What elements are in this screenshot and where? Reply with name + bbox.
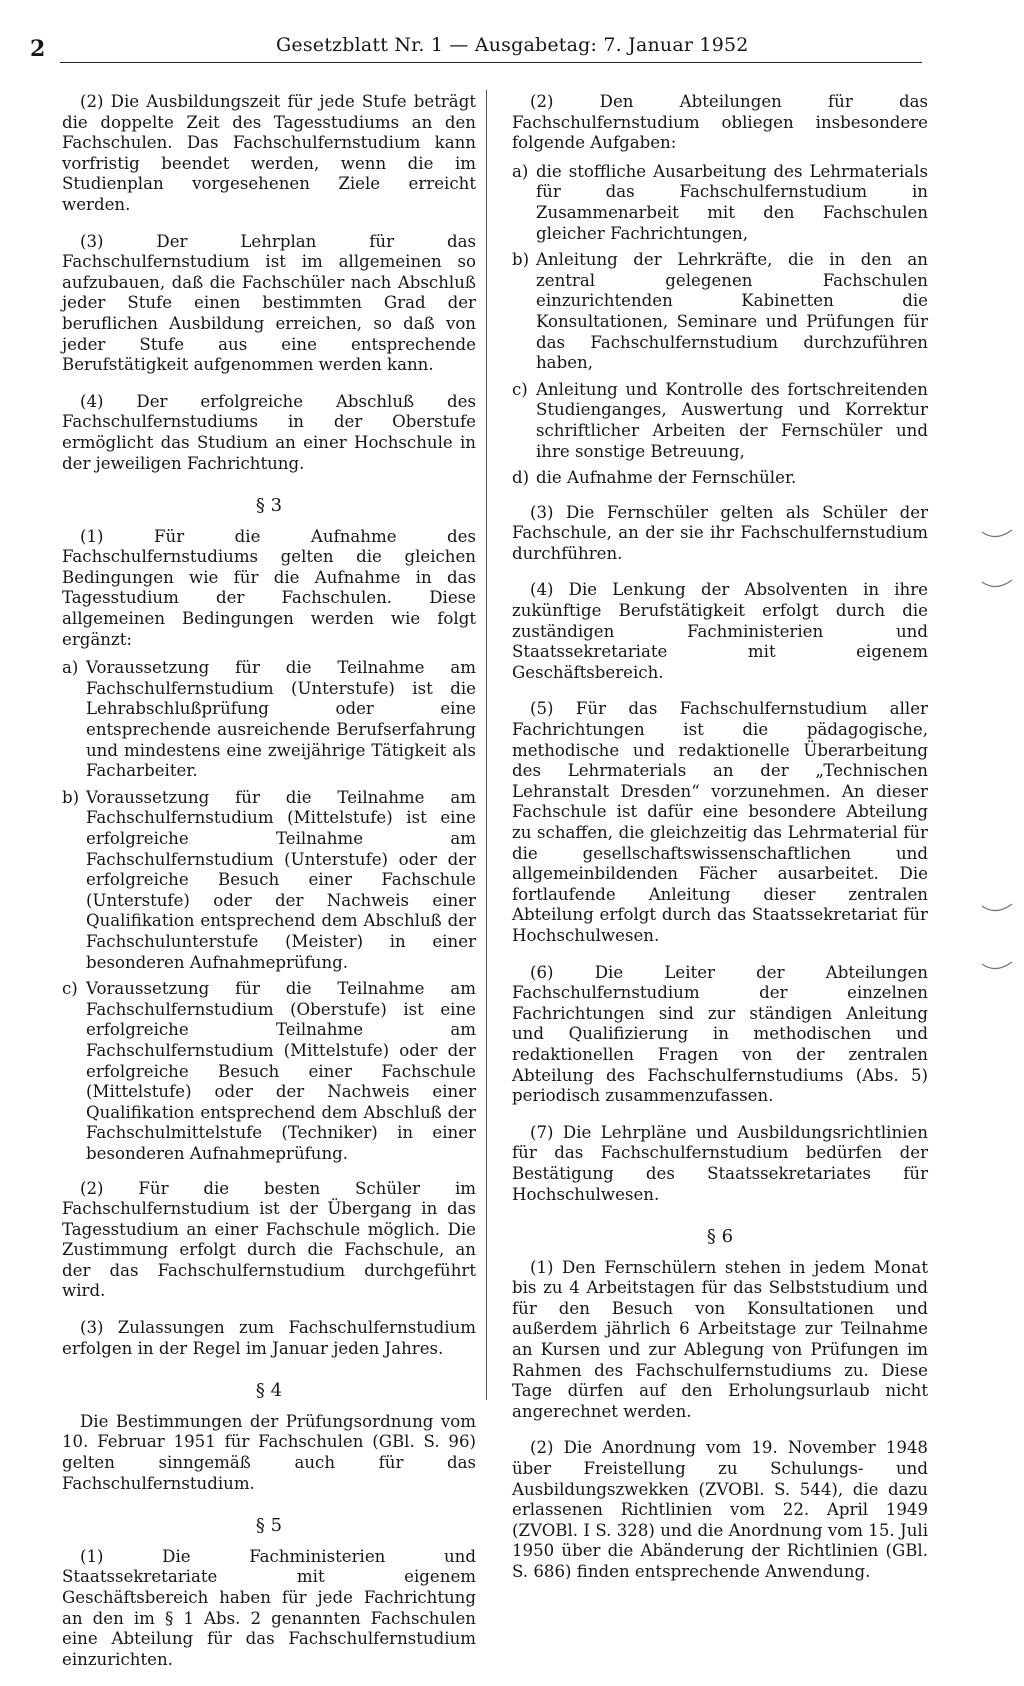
paragraph-s5-abs4: (4) Die Lenkung der Absolventen in ihre zukünftige Berufstätigkeit erfolgt durch die zuständigen Fachministerien und Staatssekretariate mit eigenem Geschäftsbereich. (512, 580, 928, 682)
list-item-text: die stoffliche Ausarbeitung des Lehrmaterials für das Fachschulfernstudium in Zusammenarbeit mit den Fachschulen gleicher Fachrichtungen, (536, 161, 928, 243)
paragraph-s5-abs5: (5) Für das Fachschulfernstudium aller Fachrichtungen ist die pädagogische, methodische und redaktionelle Überarbeitung des Lehrmaterials an der „Technischen Lehranstalt Dresden“ vorzunehmen. An dieser Fachschule ist dafür eine besondere Abteilung zu schaffen, die gleichzeitig das Lehrmaterial für die gesellschaftswissenschaftlichen und allgemeinbildenden Fächer ausarbeitet. Die fortlaufende Anleitung dieser zentralen Abteilung erfolgt durch das Staatssekretariat für Hochschulwesen. (512, 699, 928, 945)
margin-tick-mark (980, 528, 1014, 542)
list-item-text: Voraussetzung für die Teilnahme am Fachschulfernstudium (Unterstufe) ist die Lehrabschlußprüfung oder eine entsprechende ausreichende Berufserfahrung und mindestens eine zweijährige Tätigkeit als Facharbeiter. (86, 658, 476, 781)
list-item-text: Voraussetzung für die Teilnahme am Fachschulfernstudium (Mittelstufe) ist eine erfolgreiche Teilnahme am Fachschulfernstudium (Unterstufe) oder der erfolgreiche Besuch einer Fachschule (Unterstufe) oder der Nachweis einer Qualifikation entsprechend dem Abschluß der Fachschulunterstufe (Meister) in einer besonderen Aufnahmeprüfung. (86, 787, 476, 972)
list-item (62, 658, 476, 782)
list-marker: b) (512, 250, 530, 270)
column-divider (486, 90, 487, 1400)
section-heading-6: § 6 (706, 1226, 734, 1248)
paragraph-s6-abs2: (2) Die Anordnung vom 19. November 1948 über Freistellung zu Schulungs- und Ausbildungszwekken (ZVOBl. S. 544), die dazu erlassenen Richtlinien vom 22. April 1949 (ZVOBl. I S. 328) und die Anordnung vom 15. Juli 1950 über die Abänderung der Richtlinien (GBl. S. 686) finden entsprechende Anwendung. (512, 1438, 928, 1581)
paragraph-s5-abs1: (1) Die Fachministerien und Staatssekretariate mit eigenem Geschäftsbereich haben für jede Fachrichtung an den im § 1 Abs. 2 genannten Fachschulen eine Abteilung für das Fachschulfernstudium einzurichten. (62, 1546, 476, 1669)
paragraph-s2-abs4: (4) Der erfolgreiche Abschluß des Fachschulfernstudiums in der Oberstufe ermöglicht das Studium an einer Hochschule in der jeweiligen Fachrichtung. (62, 391, 476, 473)
list-item (62, 979, 476, 1164)
list-item (512, 162, 928, 244)
list-marker: c) (62, 979, 78, 999)
paragraph-s2-abs3: (3) Der Lehrplan für das Fachschulfernstudium ist im allgemeinen so aufzubauen, daß die Fachschüler nach Abschluß jeder Stufe einen bestimmten Grad der beruflichen Ausbildung erreichen, so daß von jeder Stufe aus eine entsprechende Berufstätigkeit aufgenommen werden kann. (62, 231, 476, 375)
running-header: Gesetzblatt Nr. 1 — Ausgabetag: 7. Januar 1952 (276, 34, 749, 56)
s3-conditions-list (62, 658, 476, 1164)
list-item-text: Voraussetzung für die Teilnahme am Fachschulfernstudium (Oberstufe) ist eine erfolgreiche Teilnahme am Fachschulfernstudium (Mittelstufe) oder der erfolgreiche Besuch einer Fachschule (Mittelstufe) oder der Nachweis einer Qualifikation entsprechend dem Abschluß der Fachschulmittelstufe (Techniker) in einer besonderen Aufnahmeprüfung. (86, 979, 476, 1163)
list-item-text: Anleitung und Kontrolle des fortschreitenden Studienganges, Auswertung und Korrektur schriftlicher Arbeiten der Fernschüler und ihre sonstige Betreuung, (536, 379, 928, 461)
margin-tick-mark (980, 578, 1014, 592)
header-rule (60, 62, 922, 63)
paragraph-s3-abs3: (3) Zulassungen zum Fachschulfernstudium erfolgen in der Regel im Januar jeden Jahres. (62, 1318, 476, 1358)
section-heading-3: § 3 (255, 495, 283, 517)
margin-tick-mark (980, 960, 1014, 974)
right-column (512, 92, 928, 1599)
page-number: 2 (30, 36, 46, 62)
list-item-text: die Aufnahme der Fernschüler. (536, 468, 797, 488)
section-heading-4: § 4 (255, 1380, 283, 1402)
paragraph-s5-abs3: (3) Die Fernschüler gelten als Schüler der Fachschule, an der sie ihr Fachschulfernstudium durchführen. (512, 502, 928, 563)
list-marker: a) (62, 658, 79, 678)
left-column (62, 92, 476, 1686)
list-marker: c) (512, 379, 528, 399)
paragraph-s4: Die Bestimmungen der Prüfungsordnung vom 10. Februar 1951 für Fachschulen (GBl. S. 96) gelten sinngemäß auch für das Fachschulfernstudium. (62, 1411, 476, 1493)
paragraph-s5-abs7: (7) Die Lehrpläne und Ausbildungsrichtlinien für das Fachschulfernstudium bedürfen der Bestätigung des Staatssekretariates für Hochschulwesen. (512, 1122, 928, 1204)
list-item-text: Anleitung der Lehrkräfte, die in den an zentral gelegenen Fachschulen einzurichtenden Kabinetten die Konsultationen, Seminare und Prüfungen für das Fachschulfernstudium durchzuführen haben, (536, 250, 928, 373)
s5-tasks-list (512, 162, 928, 489)
paragraph-s6-abs1: (1) Den Fernschülern stehen in jedem Monat bis zu 4 Arbeitstagen für das Selbststudium und für den Besuch von Konsultationen und außerdem jährlich 6 Arbeitstage zur Teilnahme an Kursen und zur Ablegung von Prüfungen im Rahmen des Fachschulfernstudiums zu. Diese Tage dürfen auf den Erholungsurlaub nicht angerechnet werden. (512, 1257, 928, 1421)
paragraph-s3-abs2: (2) Für die besten Schüler im Fachschulfernstudium ist der Übergang in das Tagesstudium an einer Fachschule möglich. Die Zustimmung erfolgt durch die Fachschule, an der das Fachschulfernstudium durchgeführt wird. (62, 1178, 476, 1301)
paragraph-s3-abs1: (1) Für die Aufnahme des Fachschulfernstudiums gelten die gleichen Bedingungen wie für die Aufnahme in das Tagesstudium der Fachschulen. Diese allgemeinen Bedingungen werden wie folgt ergänzt: (62, 526, 476, 649)
list-item (512, 380, 928, 462)
paragraph-s5-abs2: (2) Den Abteilungen für das Fachschulfernstudium obliegen insbesondere folgende Aufgaben: (512, 92, 928, 153)
paragraph-s5-abs6: (6) Die Leiter der Abteilungen Fachschulfernstudium der einzelnen Fachrichtungen sind zur ständigen Anleitung und Qualifizierung in methodischen und redaktionellen Fragen von der zentralen Abteilung des Fachschulfernstudiums (Abs. 5) periodisch zusammenzufassen. (512, 962, 928, 1106)
section-heading-5: § 5 (255, 1515, 283, 1537)
list-item (62, 788, 476, 973)
list-marker: d) (512, 468, 530, 488)
paragraph-s2-abs2: (2) Die Ausbildungszeit für jede Stufe beträgt die doppelte Zeit des Tagesstudiums an den Fachschulen. Das Fachschulfernstudium kann vorfristig beendet werden, wenn die im Studienplan vorgesehenen Ziele erreicht werden. (62, 92, 476, 214)
margin-tick-mark (980, 902, 1014, 916)
list-marker: a) (512, 161, 529, 181)
list-item (512, 250, 928, 374)
list-marker: b) (62, 787, 80, 807)
list-item (512, 468, 928, 489)
